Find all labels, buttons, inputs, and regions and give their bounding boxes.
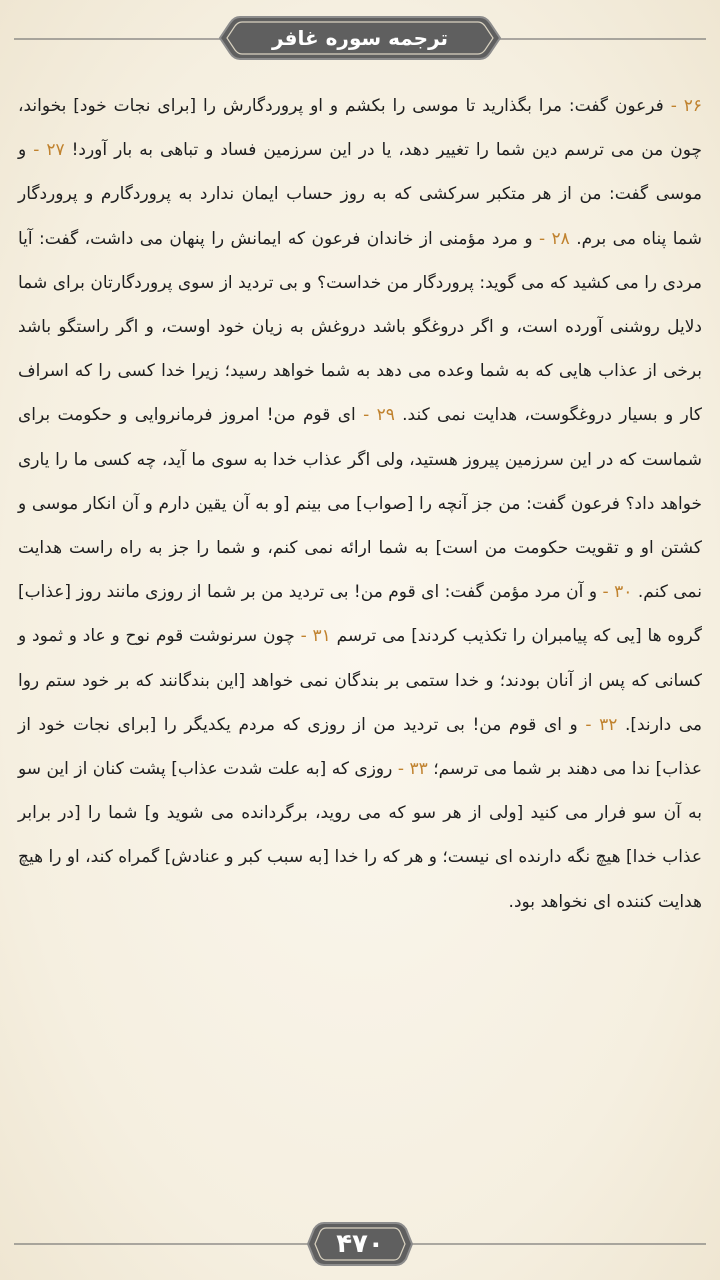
surah-title-plate xyxy=(218,13,502,63)
verse-text: چون سرنوشت قوم نوح و عاد و ثمود و کسانی که پس از آنان بودند؛ و خدا ستمی بر بندگان نمی خواهد [این بندگانند که بر خود ستم روا می دارند]. xyxy=(18,626,702,735)
page-number-plate xyxy=(306,1219,414,1269)
verse-number: ۲۸ - xyxy=(532,228,570,249)
verse-text: و مرد مؤمنی از خاندان فرعون که ایمانش را پنهان می داشت، گفت: آیا مردی را می کشید که می گوید: پروردگار من خداست؟ و بی تردید از سوی پروردگارتان برای شما دلایل روشنی آورده است، و اگر دروغگو باشد دروغش به زیان خود اوست، و اگر راستگو باشد برخی از عذاب هایی که به شما وعده می دهد به شما خواهد رسید؛ زیرا خدا کسی را که اسراف کار و بسیار دروغگوست، هدایت نمی کند. xyxy=(18,228,702,426)
verse-text: روزی که [به علت شدت عذاب] پشت کنان از این سو به آن سو فرار می کنید [ولی از هر سو که می روید، برگردانده می شوید و] شما را [در برابر عذاب خدا] هیچ نگه دارنده ای نیست؛ و هر که را خدا [به سبب کبر و عنادش] گمراه کند، او را هیچ هدایت کننده ای نخواهد بود. xyxy=(18,759,702,912)
verse-number: ۲۷ - xyxy=(26,140,65,161)
verse-text: ای قوم من! امروز فرمانروایی و حکومت برای شماست که در این سرزمین پیروز هستید، ولی اگر عذاب خدا به سوی ما آید، چه کسی ما را یاری خواهد داد؟ فرعون گفت: من جز آنچه را [صواب] می بینم [و به آن یقین دارم و آن انکار موسی و کشتن او و تقویت حکومت من است] به شما ارائه نمی کنم، و شما را جز به راه راست هدایت نمی کنم. xyxy=(18,405,702,603)
verse-number: ۲۹ - xyxy=(355,405,395,426)
translation-text xyxy=(18,84,702,924)
verse-number: ۲۶ - xyxy=(663,96,702,116)
verse-number: ۳۰ - xyxy=(597,582,633,603)
surah-title: ترجمه سوره غافر xyxy=(271,26,449,50)
verse-text: و آن مرد مؤمن گفت: ای قوم من! بی تردید من بر شما از روزی مانند روز [عذاب] گروه ها [یی که پیامبران را تکذیب کردند] می ترسم xyxy=(18,582,702,647)
page-number: ۴۷۰ xyxy=(336,1229,384,1259)
verse-number: ۳۱ - xyxy=(294,626,331,647)
verse-text: فرعون گفت: مرا بگذارید تا موسی را بکشم و او پروردگارش را [برای نجات خود] بخواند، چون من می ترسم دین شما را تغییر دهد، یا در این سرزمین فساد و تباهی به بار آورد! xyxy=(18,96,702,161)
verse-text: و موسی گفت: من از هر متکبر سرکشی که به روز حساب ایمان ندارد به پروردگارم و پروردگار شما پناه می برم. xyxy=(18,140,702,249)
verse-number: ۳۳ - xyxy=(392,759,428,780)
verse-text: و ای قوم من! بی تردید من از روزی که مردم یکدیگر را [برای نجات خود از عذاب] ندا می دهند بر شما می ترسم؛ xyxy=(18,714,702,780)
verse-number: ۳۲ - xyxy=(577,714,618,735)
